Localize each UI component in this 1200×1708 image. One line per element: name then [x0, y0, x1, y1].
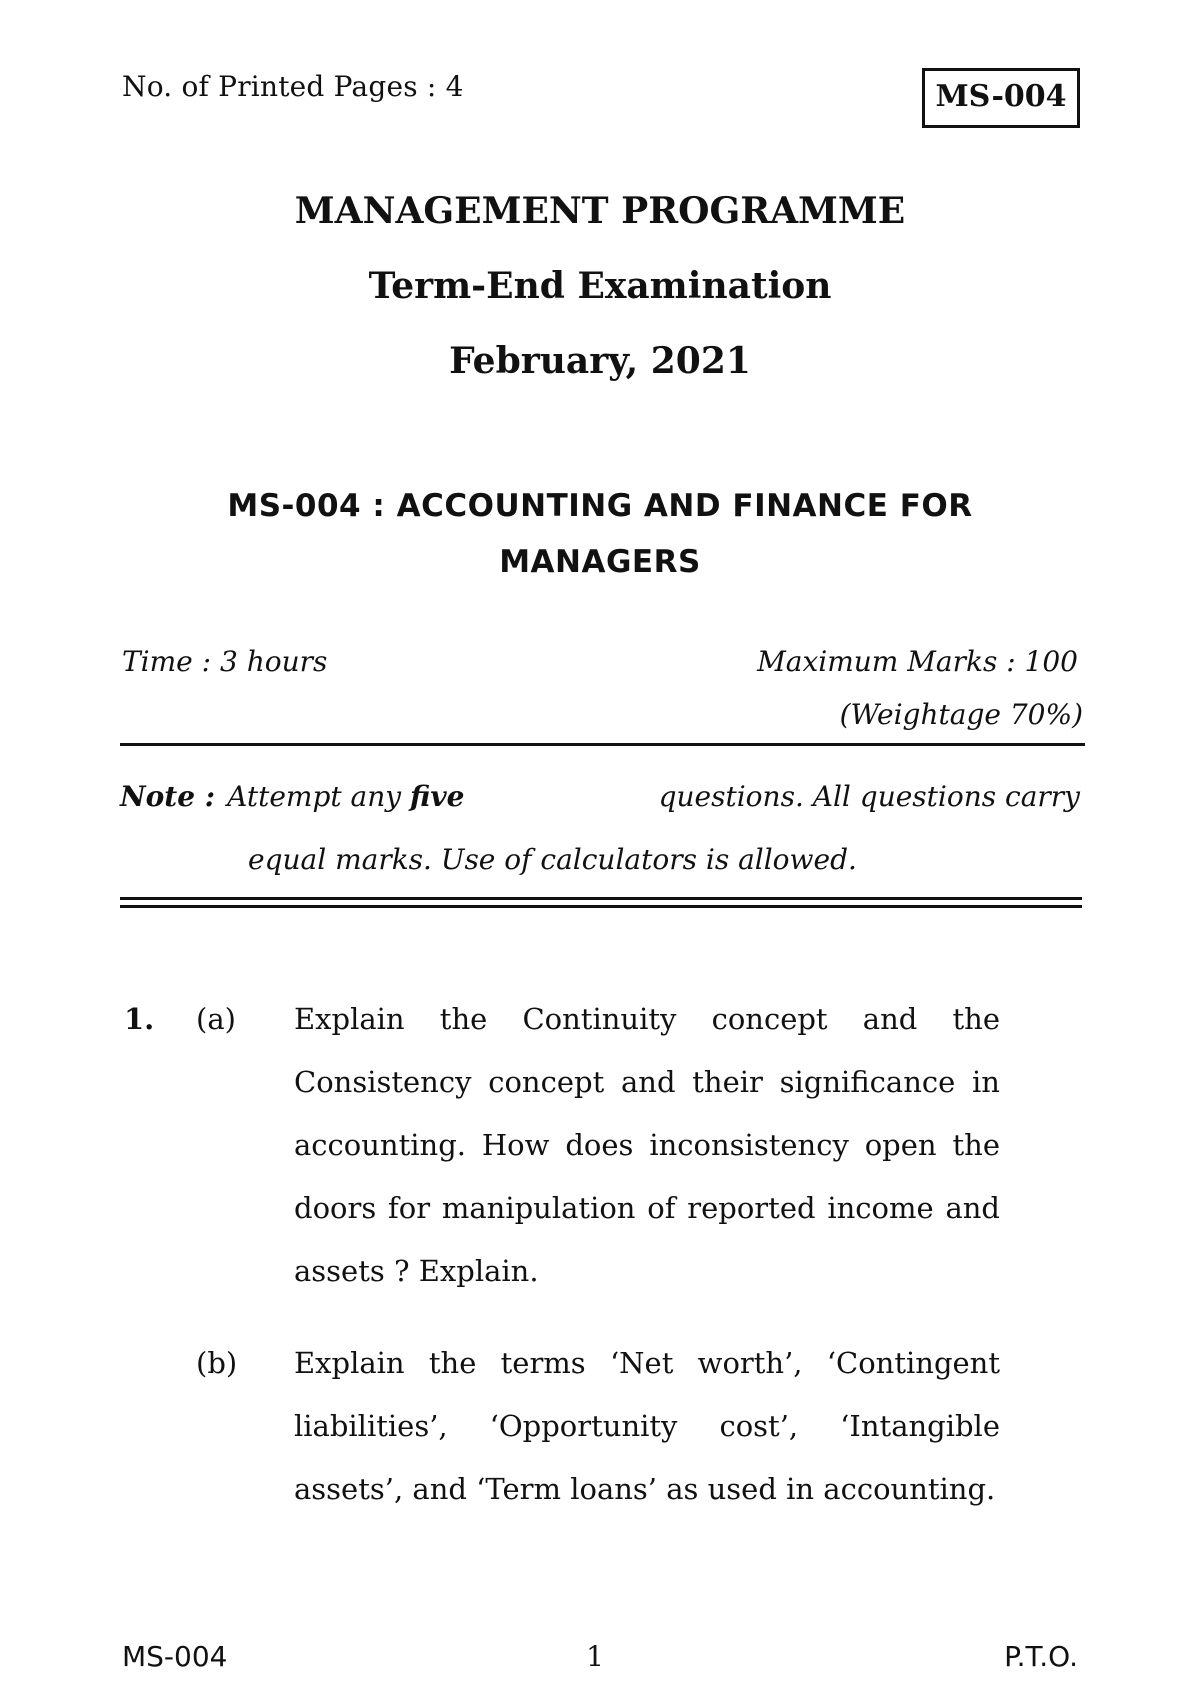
question-part-label: (b)	[196, 1346, 238, 1380]
footer-page-number: 1	[586, 1640, 604, 1673]
note-emphasis: five	[410, 780, 465, 813]
footer-pto: P.T.O.	[1004, 1640, 1078, 1673]
course-title: MS-004 : ACCOUNTING AND FINANCE FOR MANAGERS	[227, 488, 973, 580]
weightage: (Weightage 70%)	[839, 698, 1083, 731]
printed-pages-count: No. of Printed Pages : 4	[122, 70, 464, 103]
footer-paper-code: MS-004	[122, 1640, 228, 1673]
question-part-text: Explain the terms ‘Net worth’, ‘Contingent liabilities’, ‘Opportunity cost’, ‘Intangible assets’, and ‘Term loans’ as used in accounting.	[294, 1346, 1000, 1506]
exam-duration: Time : 3 hours	[122, 645, 328, 678]
exam-title: Term-End Examination	[368, 265, 832, 307]
question-part-label: (a)	[196, 1002, 236, 1036]
programme-title: MANAGEMENT PROGRAMME	[294, 190, 906, 232]
double-rule-top	[120, 897, 1082, 900]
question-part-text: Explain the Continuity concept and the Consistency concept and their significance in accounting. How does inconsistency open the doors for manipulation of reported income and assets ? Explain.	[294, 1002, 1000, 1288]
divider-rule	[120, 743, 1085, 746]
note-line-2: equal marks. Use of calculators is allowed.	[248, 843, 857, 876]
instructions-note	[120, 765, 1080, 891]
exam-date: February, 2021	[449, 340, 751, 382]
double-rule-bottom	[120, 905, 1082, 908]
note-text-post: questions. All questions carry	[658, 780, 1080, 813]
note-label: Note :	[120, 780, 216, 813]
question-number: 1.	[124, 1002, 155, 1036]
note-line-1	[120, 765, 1080, 828]
paper-code-box: MS-004	[922, 68, 1080, 128]
maximum-marks: Maximum Marks : 100	[757, 645, 1078, 678]
note-text-pre: Attempt any	[227, 780, 402, 813]
